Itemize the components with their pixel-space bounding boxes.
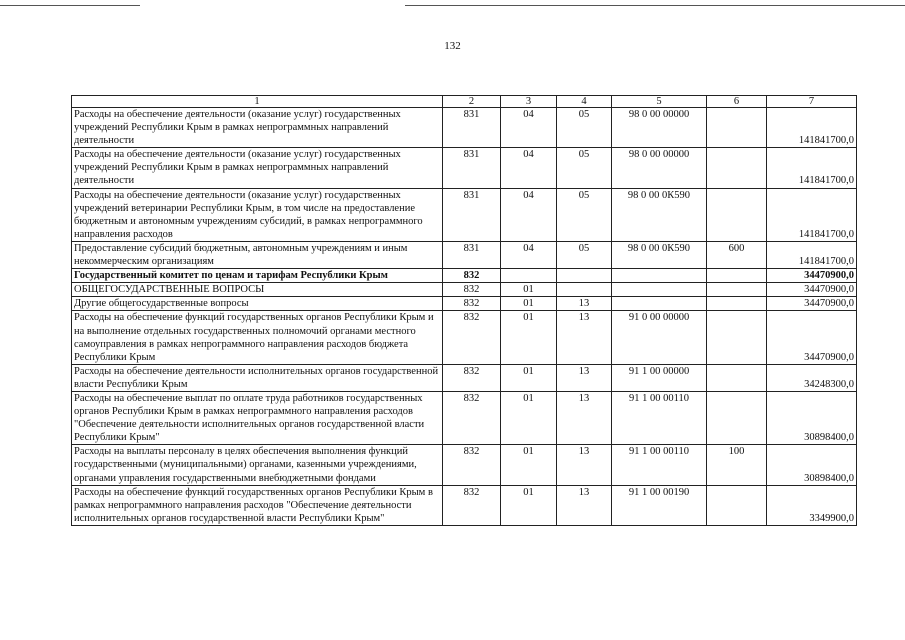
row-description: ОБЩЕГОСУДАРСТВЕННЫЕ ВОПРОСЫ [72, 283, 443, 297]
row-description: Расходы на обеспечение деятельности исполнительных органов государственной власти Республики Крым [72, 364, 443, 391]
subsection-code: 13 [557, 311, 612, 364]
expense-type-code [707, 148, 767, 188]
expense-type-code [707, 391, 767, 444]
table-header-row [72, 96, 857, 108]
column-header: 7 [767, 96, 857, 108]
amount: 34470900,0 [767, 283, 857, 297]
row-description: Расходы на обеспечение деятельности (оказание услуг) государственных учреждений ветеринарии Республики Крым, в том числе на предоставление бюджетным и автономным учреждениям субсидий, в рамках непрограммного направления расходов [72, 188, 443, 241]
expense-type-code [707, 485, 767, 525]
column-header: 3 [501, 96, 557, 108]
expense-type-code [707, 269, 767, 283]
row-description: Другие общегосударственные вопросы [72, 297, 443, 311]
expense-type-code [707, 311, 767, 364]
table-row [72, 485, 857, 525]
chapter-code: 832 [443, 269, 501, 283]
table-row [72, 241, 857, 268]
row-description: Расходы на обеспечение функций государственных органов Республики Крым и на выполнение отдельных государственных полномочий органами местного самоуправления в рамках непрограммного направления расходов бюджета Республики Крым [72, 311, 443, 364]
subsection-code: 05 [557, 148, 612, 188]
table-row [72, 391, 857, 444]
target-article-code: 91 1 00 00110 [612, 391, 707, 444]
amount: 141841700,0 [767, 241, 857, 268]
subsection-code: 13 [557, 364, 612, 391]
row-description: Расходы на обеспечение выплат по оплате труда работников государственных органов Республики Крым в рамках непрограммного направления расходов "Обеспечение деятельности исполнительных органов государственной власти Республики Крым" [72, 391, 443, 444]
subsection-code: 13 [557, 391, 612, 444]
section-code: 01 [501, 485, 557, 525]
chapter-code: 832 [443, 485, 501, 525]
amount: 34470900,0 [767, 297, 857, 311]
chapter-code: 832 [443, 297, 501, 311]
amount: 34248300,0 [767, 364, 857, 391]
table-row [72, 311, 857, 364]
section-code: 04 [501, 241, 557, 268]
column-header: 6 [707, 96, 767, 108]
column-header: 1 [72, 96, 443, 108]
chapter-code: 832 [443, 391, 501, 444]
amount: 141841700,0 [767, 188, 857, 241]
table-row [72, 108, 857, 148]
target-article-code: 91 1 00 00110 [612, 445, 707, 485]
row-description: Расходы на обеспечение деятельности (оказание услуг) государственных учреждений Республики Крым в рамках непрограммных направлений деятельности [72, 148, 443, 188]
section-code: 01 [501, 445, 557, 485]
subsection-code: 05 [557, 108, 612, 148]
chapter-code: 831 [443, 108, 501, 148]
column-header: 5 [612, 96, 707, 108]
expense-type-code [707, 108, 767, 148]
target-article-code [612, 297, 707, 311]
target-article-code: 98 0 00 0К590 [612, 188, 707, 241]
expense-type-code [707, 364, 767, 391]
section-code: 04 [501, 188, 557, 241]
row-description: Предоставление субсидий бюджетным, автономным учреждениям и иным некоммерческим организациям [72, 241, 443, 268]
row-description: Государственный комитет по ценам и тарифам Республики Крым [72, 269, 443, 283]
chapter-code: 831 [443, 148, 501, 188]
expense-type-code [707, 188, 767, 241]
expense-type-code: 600 [707, 241, 767, 268]
section-code: 01 [501, 364, 557, 391]
amount: 3349900,0 [767, 485, 857, 525]
section-code: 04 [501, 108, 557, 148]
target-article-code [612, 283, 707, 297]
table-row [72, 445, 857, 485]
subsection-code: 13 [557, 485, 612, 525]
amount: 141841700,0 [767, 148, 857, 188]
subsection-code [557, 269, 612, 283]
column-header: 4 [557, 96, 612, 108]
table-row [72, 283, 857, 297]
section-code [501, 269, 557, 283]
target-article-code: 98 0 00 00000 [612, 108, 707, 148]
section-code: 01 [501, 391, 557, 444]
budget-table [71, 95, 857, 526]
target-article-code: 91 1 00 00190 [612, 485, 707, 525]
table-row [72, 148, 857, 188]
table-row [72, 364, 857, 391]
chapter-code: 832 [443, 311, 501, 364]
page-number: 132 [444, 40, 461, 52]
table-row [72, 188, 857, 241]
table-row [72, 297, 857, 311]
amount: 30898400,0 [767, 391, 857, 444]
column-header: 2 [443, 96, 501, 108]
target-article-code: 98 0 00 00000 [612, 148, 707, 188]
subsection-code: 13 [557, 297, 612, 311]
expense-type-code [707, 297, 767, 311]
chapter-code: 831 [443, 188, 501, 241]
scan-edge-line [405, 5, 905, 6]
amount: 34470900,0 [767, 269, 857, 283]
amount: 34470900,0 [767, 311, 857, 364]
amount: 141841700,0 [767, 108, 857, 148]
section-code: 04 [501, 148, 557, 188]
table-row [72, 269, 857, 283]
target-article-code: 91 1 00 00000 [612, 364, 707, 391]
section-code: 01 [501, 297, 557, 311]
chapter-code: 832 [443, 364, 501, 391]
row-description: Расходы на выплаты персоналу в целях обеспечения выполнения функций государственными (муниципальными) органами, казенными учреждениями, органами управления государственными внебюджетными фондами [72, 445, 443, 485]
chapter-code: 832 [443, 283, 501, 297]
amount: 30898400,0 [767, 445, 857, 485]
chapter-code: 831 [443, 241, 501, 268]
expense-type-code [707, 283, 767, 297]
target-article-code: 98 0 00 0К590 [612, 241, 707, 268]
subsection-code: 13 [557, 445, 612, 485]
row-description: Расходы на обеспечение деятельности (оказание услуг) государственных учреждений Республики Крым в рамках непрограммных направлений деятельности [72, 108, 443, 148]
subsection-code: 05 [557, 188, 612, 241]
section-code: 01 [501, 283, 557, 297]
subsection-code [557, 283, 612, 297]
chapter-code: 832 [443, 445, 501, 485]
scan-edge-line [0, 5, 140, 6]
section-code: 01 [501, 311, 557, 364]
expense-type-code: 100 [707, 445, 767, 485]
target-article-code: 91 0 00 00000 [612, 311, 707, 364]
row-description: Расходы на обеспечение функций государственных органов Республики Крым в рамках непрограммного направления расходов "Обеспечение деятельности исполнительных органов государственной власти Республики Крым" [72, 485, 443, 525]
subsection-code: 05 [557, 241, 612, 268]
target-article-code [612, 269, 707, 283]
